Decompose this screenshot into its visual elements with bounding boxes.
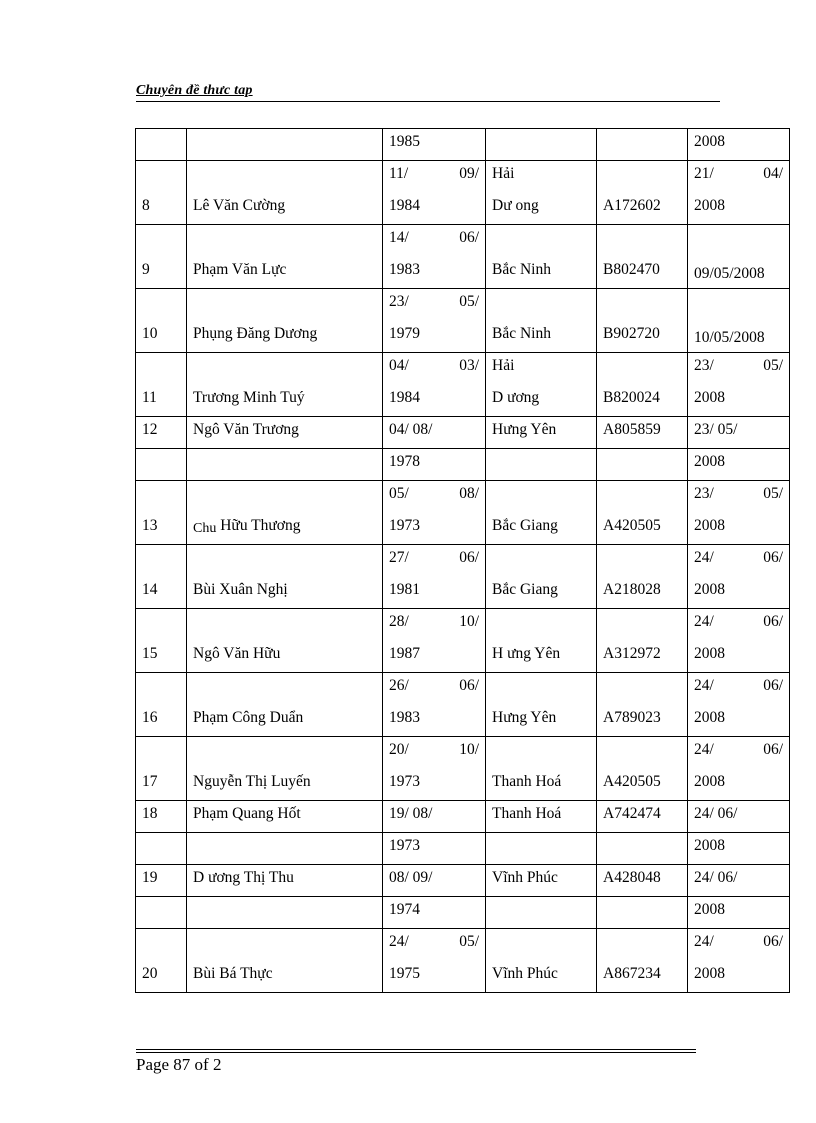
cell-name: Lê Văn Cường (187, 161, 383, 225)
table-row (136, 449, 790, 481)
table-row (136, 129, 790, 161)
table-row (136, 225, 790, 289)
cell-dob: 24/ 05/ 1975 (383, 929, 486, 993)
cell-dob: 26/ 06/ 1983 (383, 673, 486, 737)
cell-no (136, 897, 187, 929)
cell-name (187, 129, 383, 161)
cell-date: 23/ 05/ 2008 (688, 481, 790, 545)
cell-dob: 04/ 03/ 1984 (383, 353, 486, 417)
cell-date: 2008 (688, 129, 790, 161)
cell-date: 24/ 06/ 2008 (688, 609, 790, 673)
cell-dob: 11/ 09/ 1984 (383, 161, 486, 225)
cell-no (136, 833, 187, 865)
cell-no: 10 (136, 289, 187, 353)
cell-date: 24/ 06/ 2008 (688, 929, 790, 993)
cell-no (136, 129, 187, 161)
table-row (136, 833, 790, 865)
cell-no: 17 (136, 737, 187, 801)
cell-id (597, 449, 688, 481)
cell-no: 16 (136, 673, 187, 737)
cell-date: 24/ 06/ (688, 865, 790, 897)
cell-place: Vĩnh Phúc (486, 865, 597, 897)
cell-name (187, 897, 383, 929)
cell-dob: 1974 (383, 897, 486, 929)
cell-id: A428048 (597, 865, 688, 897)
table-row (136, 481, 790, 545)
cell-date: 09/05/2008 (688, 225, 790, 289)
page-number: Page 87 of 2 (136, 1055, 222, 1074)
table-row (136, 673, 790, 737)
cell-name: D ương Thị Thu (187, 865, 383, 897)
cell-dob: 1985 (383, 129, 486, 161)
cell-id: A742474 (597, 801, 688, 833)
cell-place: H ưng Yên (486, 609, 597, 673)
cell-date: 2008 (688, 833, 790, 865)
cell-no: 14 (136, 545, 187, 609)
cell-id: A789023 (597, 673, 688, 737)
cell-date: 2008 (688, 897, 790, 929)
cell-id: B820024 (597, 353, 688, 417)
cell-date: 23/ 05/ 2008 (688, 353, 790, 417)
roster-table (135, 128, 790, 993)
cell-dob: 27/ 06/ 1981 (383, 545, 486, 609)
cell-id: A312972 (597, 609, 688, 673)
cell-place: Bắc Giang (486, 481, 597, 545)
cell-place: Bắc Ninh (486, 289, 597, 353)
cell-no (136, 449, 187, 481)
cell-id (597, 897, 688, 929)
cell-date: 23/ 05/ (688, 417, 790, 449)
table-row (136, 609, 790, 673)
table-row (136, 161, 790, 225)
cell-place: Hưng Yên (486, 673, 597, 737)
cell-no: 20 (136, 929, 187, 993)
cell-no: 13 (136, 481, 187, 545)
cell-dob: 08/ 09/ (383, 865, 486, 897)
table-row (136, 865, 790, 897)
cell-id: A805859 (597, 417, 688, 449)
table-row (136, 417, 790, 449)
cell-id: A867234 (597, 929, 688, 993)
cell-date: 10/05/2008 (688, 289, 790, 353)
cell-place: Bắc Ninh (486, 225, 597, 289)
cell-no: 8 (136, 161, 187, 225)
table-row (136, 737, 790, 801)
cell-id: A218028 (597, 545, 688, 609)
cell-no: 18 (136, 801, 187, 833)
cell-place: Hưng Yên (486, 417, 597, 449)
cell-date: 21/ 04/ 2008 (688, 161, 790, 225)
footer-rule (136, 1049, 696, 1050)
cell-date: 24/ 06/ 2008 (688, 673, 790, 737)
cell-no: 9 (136, 225, 187, 289)
cell-dob: 05/ 08/ 1973 (383, 481, 486, 545)
cell-place: Vĩnh Phúc (486, 929, 597, 993)
cell-no: 15 (136, 609, 187, 673)
cell-id (597, 129, 688, 161)
header-title: Chuyên đề thưc tap (136, 83, 253, 98)
cell-name: Phạm Văn Lực (187, 225, 383, 289)
table-row (136, 353, 790, 417)
cell-name: Trương Minh Tuý (187, 353, 383, 417)
cell-dob: 14/ 06/ 1983 (383, 225, 486, 289)
cell-dob: 04/ 08/ (383, 417, 486, 449)
cell-name: Ngô Văn Trương (187, 417, 383, 449)
cell-name: Chu Hữu Thương (187, 481, 383, 545)
cell-no: 11 (136, 353, 187, 417)
cell-name (187, 449, 383, 481)
cell-no: 12 (136, 417, 187, 449)
table-row (136, 801, 790, 833)
cell-name: Phạm Công Duẩn (187, 673, 383, 737)
cell-place (486, 897, 597, 929)
cell-dob: 28/ 10/ 1987 (383, 609, 486, 673)
cell-id: A420505 (597, 481, 688, 545)
cell-id: A420505 (597, 737, 688, 801)
cell-dob: 1978 (383, 449, 486, 481)
cell-place: Thanh Hoá (486, 737, 597, 801)
cell-name (187, 833, 383, 865)
cell-name: Phụng Đăng Dương (187, 289, 383, 353)
cell-dob: 1973 (383, 833, 486, 865)
cell-date: 24/ 06/ 2008 (688, 737, 790, 801)
cell-date: 24/ 06/ 2008 (688, 545, 790, 609)
cell-place (486, 129, 597, 161)
cell-place: Thanh Hoá (486, 801, 597, 833)
cell-name: Bùi Bá Thực (187, 929, 383, 993)
footer-rule (136, 1052, 696, 1053)
cell-name: Ngô Văn Hữu (187, 609, 383, 673)
cell-place (486, 833, 597, 865)
cell-id: B802470 (597, 225, 688, 289)
table-row (136, 897, 790, 929)
cell-place (486, 449, 597, 481)
cell-place: Hải D ương (486, 353, 597, 417)
cell-id (597, 833, 688, 865)
cell-place: Hải Dư ong (486, 161, 597, 225)
table-row (136, 929, 790, 993)
table-row (136, 545, 790, 609)
page-header (136, 81, 720, 102)
cell-date: 24/ 06/ (688, 801, 790, 833)
cell-dob: 20/ 10/ 1973 (383, 737, 486, 801)
cell-no: 19 (136, 865, 187, 897)
cell-id: A172602 (597, 161, 688, 225)
cell-dob: 19/ 08/ (383, 801, 486, 833)
cell-name: Phạm Quang Hốt (187, 801, 383, 833)
cell-name: Nguyễn Thị Luyến (187, 737, 383, 801)
cell-name: Bùi Xuân Nghị (187, 545, 383, 609)
cell-date: 2008 (688, 449, 790, 481)
cell-id: B902720 (597, 289, 688, 353)
table-row (136, 289, 790, 353)
cell-dob: 23/ 05/ 1979 (383, 289, 486, 353)
cell-place: Bắc Giang (486, 545, 597, 609)
